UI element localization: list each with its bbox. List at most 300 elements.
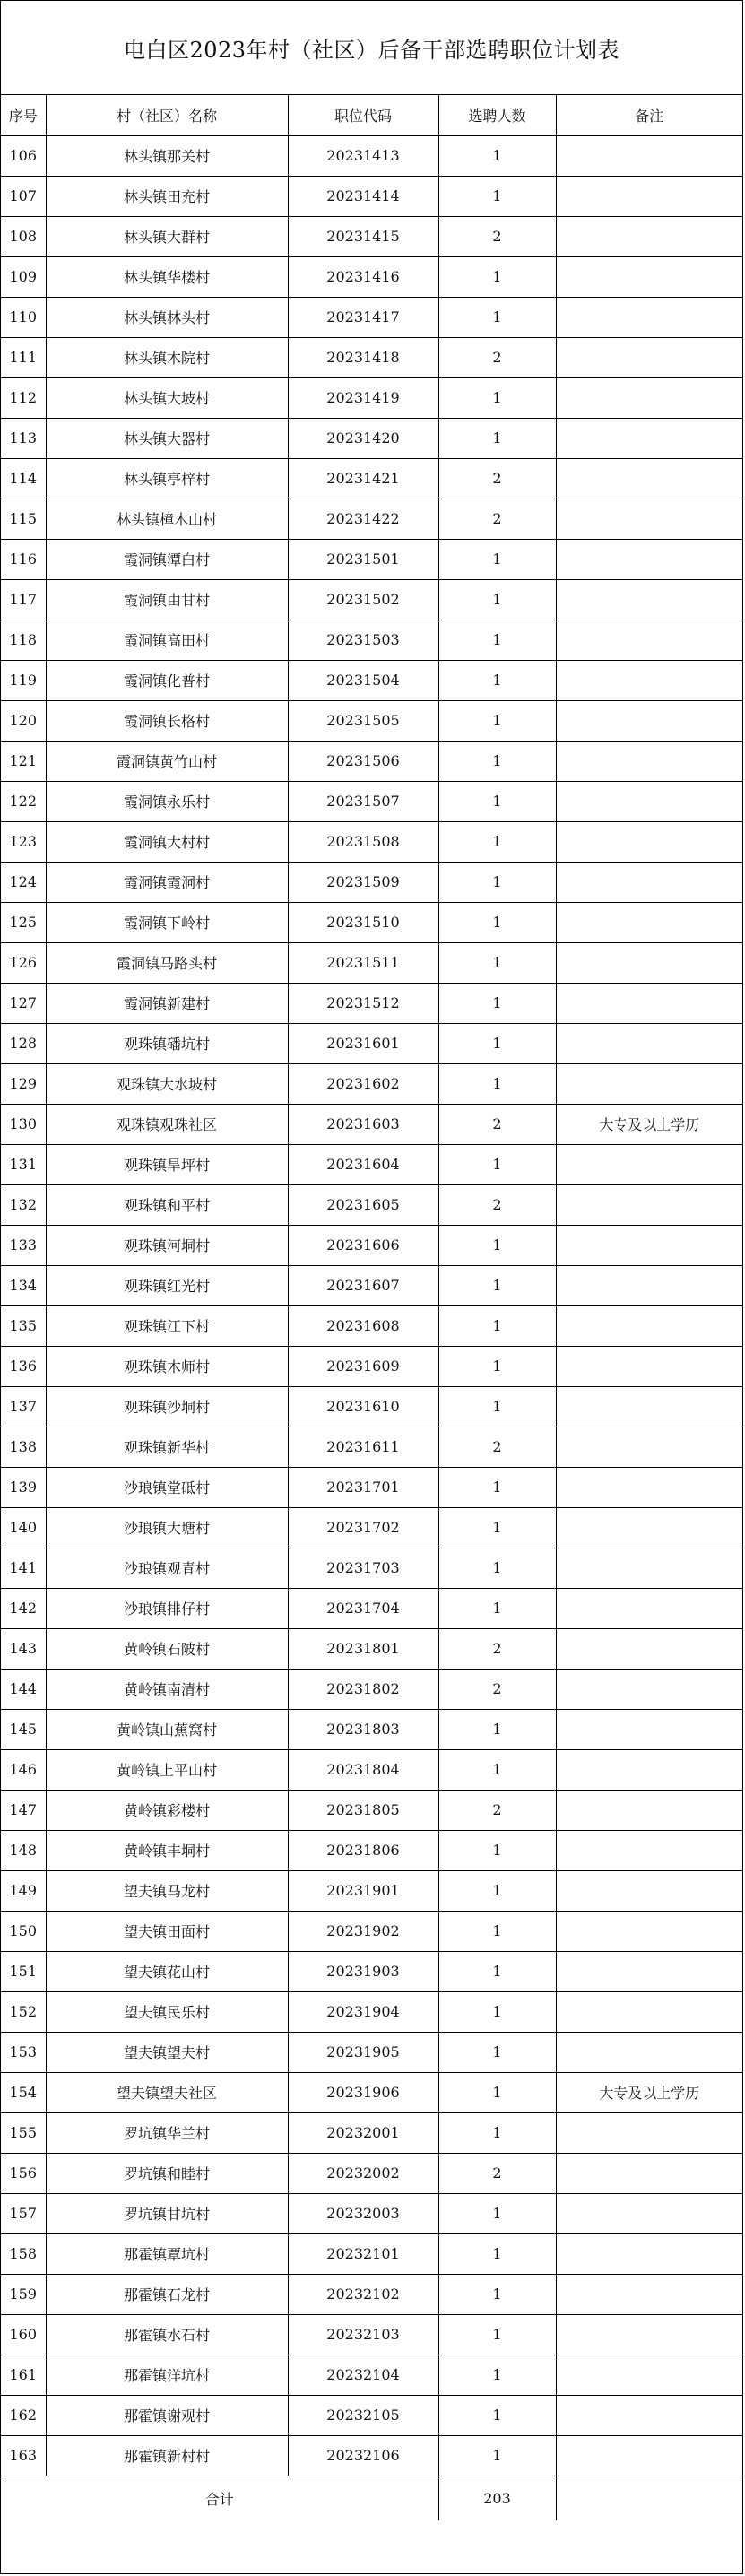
cell-position-code: 20231803 <box>288 1709 438 1749</box>
cell-position-code: 20231606 <box>288 1225 438 1265</box>
table-row <box>1 256 742 297</box>
table-row <box>1 942 742 983</box>
cell-position-code: 20231802 <box>288 1669 438 1709</box>
cell-no: 140 <box>1 1507 46 1548</box>
cell-no: 152 <box>1 1991 46 2032</box>
cell-position-code: 20231508 <box>288 821 438 862</box>
cell-village-name: 霞洞镇马路头村 <box>46 942 288 983</box>
cell-village-name: 观珠镇观珠社区 <box>46 1104 288 1144</box>
cell-no: 129 <box>1 1063 46 1104</box>
cell-position-code: 20231604 <box>288 1144 438 1184</box>
table-row <box>1 2072 742 2112</box>
cell-village-name: 观珠镇江下村 <box>46 1305 288 1346</box>
cell-position-code: 20231601 <box>288 1023 438 1063</box>
cell-village-name: 霞洞镇大村村 <box>46 821 288 862</box>
cell-village-name: 那霍镇洋坑村 <box>46 2355 288 2395</box>
cell-village-name: 望夫镇民乐村 <box>46 1991 288 2032</box>
cell-position-code: 20231903 <box>288 1951 438 1991</box>
cell-village-name: 霞洞镇长格村 <box>46 700 288 741</box>
table-row <box>1 135 742 176</box>
cell-note <box>556 2112 742 2153</box>
cell-hire-count: 1 <box>438 1749 556 1790</box>
cell-hire-count: 2 <box>438 216 556 256</box>
cell-no: 121 <box>1 741 46 781</box>
cell-note <box>556 781 742 821</box>
cell-hire-count: 1 <box>438 781 556 821</box>
cell-village-name: 黄岭镇石陂村 <box>46 1628 288 1669</box>
table-row <box>1 579 742 620</box>
table-row <box>1 1628 742 1669</box>
cell-note <box>556 1548 742 1588</box>
cell-village-name: 黄岭镇丰垌村 <box>46 1830 288 1870</box>
cell-no: 109 <box>1 256 46 297</box>
table-header-row <box>1 95 742 135</box>
cell-hire-count: 1 <box>438 2435 556 2476</box>
cell-village-name: 林头镇林头村 <box>46 297 288 337</box>
table-row <box>1 1870 742 1911</box>
cell-position-code: 20231603 <box>288 1104 438 1144</box>
cell-no: 125 <box>1 902 46 942</box>
cell-note <box>556 1305 742 1346</box>
cell-position-code: 20231421 <box>288 458 438 499</box>
cell-position-code: 20231416 <box>288 256 438 297</box>
cell-hire-count: 2 <box>438 499 556 539</box>
cell-village-name: 观珠镇新华村 <box>46 1427 288 1467</box>
cell-no: 153 <box>1 2032 46 2072</box>
cell-hire-count: 2 <box>438 2153 556 2193</box>
cell-hire-count: 1 <box>438 1709 556 1749</box>
cell-village-name: 林头镇大坡村 <box>46 377 288 418</box>
cell-position-code: 20231420 <box>288 418 438 458</box>
cell-village-name: 霞洞镇潭白村 <box>46 539 288 579</box>
cell-village-name: 黄岭镇上平山村 <box>46 1749 288 1790</box>
cell-village-name: 霞洞镇化普村 <box>46 660 288 700</box>
cell-position-code: 20231510 <box>288 902 438 942</box>
cell-hire-count: 1 <box>438 135 556 176</box>
cell-position-code: 20231419 <box>288 377 438 418</box>
cell-no: 156 <box>1 2153 46 2193</box>
cell-position-code: 20231702 <box>288 1507 438 1548</box>
cell-position-code: 20231804 <box>288 1749 438 1790</box>
cell-village-name: 林头镇华楼村 <box>46 256 288 297</box>
cell-hire-count: 1 <box>438 1265 556 1305</box>
cell-no: 143 <box>1 1628 46 1669</box>
cell-note: 大专及以上学历 <box>556 2072 742 2112</box>
table-row <box>1 2032 742 2072</box>
table-row <box>1 337 742 377</box>
cell-hire-count: 1 <box>438 902 556 942</box>
cell-village-name: 观珠镇和平村 <box>46 1184 288 1225</box>
cell-no: 116 <box>1 539 46 579</box>
table-row <box>1 499 742 539</box>
cell-note: 大专及以上学历 <box>556 1104 742 1144</box>
cell-hire-count: 1 <box>438 660 556 700</box>
cell-hire-count: 1 <box>438 983 556 1023</box>
cell-note <box>556 539 742 579</box>
cell-no: 126 <box>1 942 46 983</box>
cell-hire-count: 1 <box>438 700 556 741</box>
cell-note <box>556 2395 742 2435</box>
cell-no: 132 <box>1 1184 46 1225</box>
cell-position-code: 20232002 <box>288 2153 438 2193</box>
table-row <box>1 1548 742 1588</box>
cell-no: 120 <box>1 700 46 741</box>
cell-village-name: 黄岭镇山蕉窝村 <box>46 1709 288 1749</box>
cell-no: 122 <box>1 781 46 821</box>
cell-note <box>556 1184 742 1225</box>
cell-note <box>556 1588 742 1628</box>
cell-position-code: 20231605 <box>288 1184 438 1225</box>
cell-position-code: 20231505 <box>288 700 438 741</box>
cell-village-name: 望夫镇马龙村 <box>46 1870 288 1911</box>
table-row <box>1 1709 742 1749</box>
cell-village-name: 那霍镇石龙村 <box>46 2274 288 2314</box>
cell-village-name: 霞洞镇永乐村 <box>46 781 288 821</box>
cell-note <box>556 256 742 297</box>
cell-village-name: 林头镇田充村 <box>46 176 288 216</box>
cell-village-name: 观珠镇大水坡村 <box>46 1063 288 1104</box>
cell-position-code: 20231502 <box>288 579 438 620</box>
cell-note <box>556 1346 742 1386</box>
cell-position-code: 20231609 <box>288 1346 438 1386</box>
table-row <box>1 2233 742 2274</box>
cell-note <box>556 1467 742 1507</box>
table-row <box>1 1749 742 1790</box>
cell-no: 162 <box>1 2395 46 2435</box>
cell-hire-count: 1 <box>438 377 556 418</box>
header-code: 职位代码 <box>288 95 438 135</box>
cell-position-code: 20231805 <box>288 1790 438 1830</box>
table-row <box>1 1144 742 1184</box>
cell-no: 161 <box>1 2355 46 2395</box>
total-row <box>1 2476 742 2520</box>
cell-no: 159 <box>1 2274 46 2314</box>
cell-position-code: 20232105 <box>288 2395 438 2435</box>
cell-no: 114 <box>1 458 46 499</box>
cell-no: 148 <box>1 1830 46 1870</box>
cell-hire-count: 1 <box>438 1991 556 2032</box>
table-row <box>1 620 742 660</box>
table-row <box>1 741 742 781</box>
cell-no: 144 <box>1 1669 46 1709</box>
table-row <box>1 2314 742 2355</box>
cell-hire-count: 1 <box>438 1144 556 1184</box>
cell-position-code: 20231801 <box>288 1628 438 1669</box>
table-row <box>1 539 742 579</box>
cell-no: 124 <box>1 862 46 902</box>
cell-village-name: 黄岭镇彩楼村 <box>46 1790 288 1830</box>
cell-village-name: 罗坑镇华兰村 <box>46 2112 288 2153</box>
table-row <box>1 1305 742 1346</box>
cell-no: 119 <box>1 660 46 700</box>
cell-village-name: 望夫镇望夫社区 <box>46 2072 288 2112</box>
cell-note <box>556 821 742 862</box>
cell-note <box>556 377 742 418</box>
cell-note <box>556 176 742 216</box>
cell-no: 151 <box>1 1951 46 1991</box>
cell-position-code: 20231503 <box>288 620 438 660</box>
cell-position-code: 20231509 <box>288 862 438 902</box>
cell-note <box>556 1951 742 1991</box>
cell-hire-count: 1 <box>438 2112 556 2153</box>
cell-note <box>556 1063 742 1104</box>
cell-hire-count: 2 <box>438 1669 556 1709</box>
cell-no: 160 <box>1 2314 46 2355</box>
cell-no: 138 <box>1 1427 46 1467</box>
table-row <box>1 1467 742 1507</box>
cell-no: 108 <box>1 216 46 256</box>
cell-no: 107 <box>1 176 46 216</box>
cell-hire-count: 2 <box>438 1628 556 1669</box>
cell-note <box>556 620 742 660</box>
cell-note <box>556 1870 742 1911</box>
cell-village-name: 观珠镇红光村 <box>46 1265 288 1305</box>
cell-hire-count: 1 <box>438 2355 556 2395</box>
cell-village-name: 林头镇大群村 <box>46 216 288 256</box>
cell-note <box>556 942 742 983</box>
cell-hire-count: 2 <box>438 1104 556 1144</box>
table-row <box>1 2395 742 2435</box>
table-row <box>1 2193 742 2233</box>
cell-hire-count: 1 <box>438 2233 556 2274</box>
table-row <box>1 1790 742 1830</box>
cell-hire-count: 2 <box>438 458 556 499</box>
cell-no: 133 <box>1 1225 46 1265</box>
table-row <box>1 216 742 256</box>
cell-position-code: 20231512 <box>288 983 438 1023</box>
cell-no: 131 <box>1 1144 46 1184</box>
cell-position-code: 20231607 <box>288 1265 438 1305</box>
cell-note <box>556 337 742 377</box>
cell-hire-count: 2 <box>438 1184 556 1225</box>
header-note: 备注 <box>556 95 742 135</box>
cell-note <box>556 2435 742 2476</box>
cell-position-code: 20231504 <box>288 660 438 700</box>
table-row <box>1 1104 742 1144</box>
cell-note <box>556 1749 742 1790</box>
cell-no: 147 <box>1 1790 46 1830</box>
cell-hire-count: 1 <box>438 418 556 458</box>
cell-note <box>556 700 742 741</box>
cell-village-name: 林头镇亭梓村 <box>46 458 288 499</box>
cell-no: 141 <box>1 1548 46 1588</box>
cell-note <box>556 2153 742 2193</box>
cell-note <box>556 1225 742 1265</box>
cell-no: 158 <box>1 2233 46 2274</box>
cell-note <box>556 1790 742 1830</box>
table-row <box>1 2112 742 2153</box>
table-row <box>1 418 742 458</box>
cell-no: 155 <box>1 2112 46 2153</box>
table-row <box>1 1507 742 1548</box>
table-row <box>1 1911 742 1951</box>
cell-hire-count: 1 <box>438 176 556 216</box>
cell-village-name: 霞洞镇由甘村 <box>46 579 288 620</box>
cell-hire-count: 1 <box>438 2032 556 2072</box>
cell-hire-count: 1 <box>438 297 556 337</box>
cell-position-code: 20232001 <box>288 2112 438 2153</box>
table-row <box>1 1991 742 2032</box>
cell-village-name: 那霍镇水石村 <box>46 2314 288 2355</box>
cell-note <box>556 1709 742 1749</box>
cell-note <box>556 660 742 700</box>
cell-note <box>556 2193 742 2233</box>
cell-hire-count: 1 <box>438 1588 556 1628</box>
cell-hire-count: 1 <box>438 2274 556 2314</box>
title-row <box>1 1 742 95</box>
cell-hire-count: 1 <box>438 2395 556 2435</box>
position-plan-table <box>1 95 742 2520</box>
cell-hire-count: 1 <box>438 2072 556 2112</box>
cell-no: 135 <box>1 1305 46 1346</box>
table-row <box>1 1063 742 1104</box>
cell-note <box>556 418 742 458</box>
cell-position-code: 20231608 <box>288 1305 438 1346</box>
table-row <box>1 862 742 902</box>
cell-hire-count: 1 <box>438 1346 556 1386</box>
table-row <box>1 2355 742 2395</box>
cell-hire-count: 1 <box>438 1548 556 1588</box>
cell-village-name: 林头镇樟木山村 <box>46 499 288 539</box>
cell-note <box>556 1144 742 1184</box>
cell-village-name: 沙琅镇排仔村 <box>46 1588 288 1628</box>
page-title: 电白区2023年村（社区）后备干部选聘职位计划表 <box>123 37 620 63</box>
cell-village-name: 观珠镇磻坑村 <box>46 1023 288 1063</box>
total-label: 合计 <box>1 2476 438 2520</box>
cell-no: 106 <box>1 135 46 176</box>
cell-note <box>556 1991 742 2032</box>
cell-hire-count: 1 <box>438 1225 556 1265</box>
table-row <box>1 821 742 862</box>
cell-village-name: 观珠镇旱坪村 <box>46 1144 288 1184</box>
cell-no: 111 <box>1 337 46 377</box>
cell-hire-count: 1 <box>438 1911 556 1951</box>
cell-no: 112 <box>1 377 46 418</box>
cell-position-code: 20232104 <box>288 2355 438 2395</box>
cell-note <box>556 1427 742 1467</box>
table-row <box>1 902 742 942</box>
header-count: 选聘人数 <box>438 95 556 135</box>
cell-hire-count: 1 <box>438 1507 556 1548</box>
cell-hire-count: 2 <box>438 1427 556 1467</box>
cell-position-code: 20231422 <box>288 499 438 539</box>
cell-no: 113 <box>1 418 46 458</box>
cell-no: 110 <box>1 297 46 337</box>
cell-village-name: 黄岭镇南清村 <box>46 1669 288 1709</box>
cell-note <box>556 1023 742 1063</box>
cell-position-code: 20231703 <box>288 1548 438 1588</box>
cell-village-name: 观珠镇沙垌村 <box>46 1386 288 1427</box>
cell-no: 117 <box>1 579 46 620</box>
cell-position-code: 20231701 <box>288 1467 438 1507</box>
cell-no: 136 <box>1 1346 46 1386</box>
cell-no: 150 <box>1 1911 46 1951</box>
cell-village-name: 罗坑镇甘坑村 <box>46 2193 288 2233</box>
cell-note <box>556 2233 742 2274</box>
cell-village-name: 霞洞镇新建村 <box>46 983 288 1023</box>
cell-note <box>556 579 742 620</box>
cell-hire-count: 1 <box>438 862 556 902</box>
cell-village-name: 沙琅镇观青村 <box>46 1548 288 1588</box>
table-row <box>1 1386 742 1427</box>
cell-village-name: 观珠镇河垌村 <box>46 1225 288 1265</box>
cell-village-name: 霞洞镇黄竹山村 <box>46 741 288 781</box>
table-row <box>1 700 742 741</box>
cell-note <box>556 1386 742 1427</box>
cell-hire-count: 1 <box>438 1386 556 1427</box>
cell-village-name: 林头镇那关村 <box>46 135 288 176</box>
cell-no: 154 <box>1 2072 46 2112</box>
header-no: 序号 <box>1 95 46 135</box>
cell-village-name: 那霍镇覃坑村 <box>46 2233 288 2274</box>
cell-village-name: 霞洞镇霞洞村 <box>46 862 288 902</box>
total-count: 203 <box>438 2476 556 2520</box>
cell-hire-count: 2 <box>438 337 556 377</box>
cell-note <box>556 135 742 176</box>
cell-no: 139 <box>1 1467 46 1507</box>
cell-no: 134 <box>1 1265 46 1305</box>
cell-hire-count: 1 <box>438 942 556 983</box>
cell-position-code: 20231806 <box>288 1830 438 1870</box>
cell-village-name: 罗坑镇和睦村 <box>46 2153 288 2193</box>
cell-note <box>556 2314 742 2355</box>
cell-position-code: 20231905 <box>288 2032 438 2072</box>
cell-no: 115 <box>1 499 46 539</box>
cell-position-code: 20232003 <box>288 2193 438 2233</box>
cell-position-code: 20231507 <box>288 781 438 821</box>
cell-note <box>556 216 742 256</box>
cell-position-code: 20231506 <box>288 741 438 781</box>
cell-village-name: 望夫镇花山村 <box>46 1951 288 1991</box>
cell-no: 123 <box>1 821 46 862</box>
cell-note <box>556 741 742 781</box>
cell-position-code: 20231901 <box>288 1870 438 1911</box>
cell-note <box>556 1628 742 1669</box>
cell-hire-count: 1 <box>438 1467 556 1507</box>
cell-hire-count: 1 <box>438 1305 556 1346</box>
table-row <box>1 660 742 700</box>
cell-position-code: 20231611 <box>288 1427 438 1467</box>
cell-no: 127 <box>1 983 46 1023</box>
cell-position-code: 20231418 <box>288 337 438 377</box>
table-row <box>1 1184 742 1225</box>
cell-note <box>556 499 742 539</box>
cell-position-code: 20232102 <box>288 2274 438 2314</box>
cell-note <box>556 297 742 337</box>
cell-no: 118 <box>1 620 46 660</box>
cell-note <box>556 1265 742 1305</box>
table-row <box>1 1951 742 1991</box>
table-row <box>1 2153 742 2193</box>
cell-hire-count: 1 <box>438 1063 556 1104</box>
table-row <box>1 2435 742 2476</box>
cell-no: 149 <box>1 1870 46 1911</box>
cell-position-code: 20232106 <box>288 2435 438 2476</box>
cell-village-name: 沙琅镇大塘村 <box>46 1507 288 1548</box>
table-row <box>1 297 742 337</box>
cell-hire-count: 1 <box>438 256 556 297</box>
table-row <box>1 1588 742 1628</box>
cell-no: 137 <box>1 1386 46 1427</box>
cell-village-name: 沙琅镇堂砥村 <box>46 1467 288 1507</box>
table-row <box>1 1669 742 1709</box>
table-row <box>1 1830 742 1870</box>
cell-position-code: 20231414 <box>288 176 438 216</box>
cell-no: 163 <box>1 2435 46 2476</box>
cell-hire-count: 1 <box>438 821 556 862</box>
cell-note <box>556 1911 742 1951</box>
cell-note <box>556 2274 742 2314</box>
